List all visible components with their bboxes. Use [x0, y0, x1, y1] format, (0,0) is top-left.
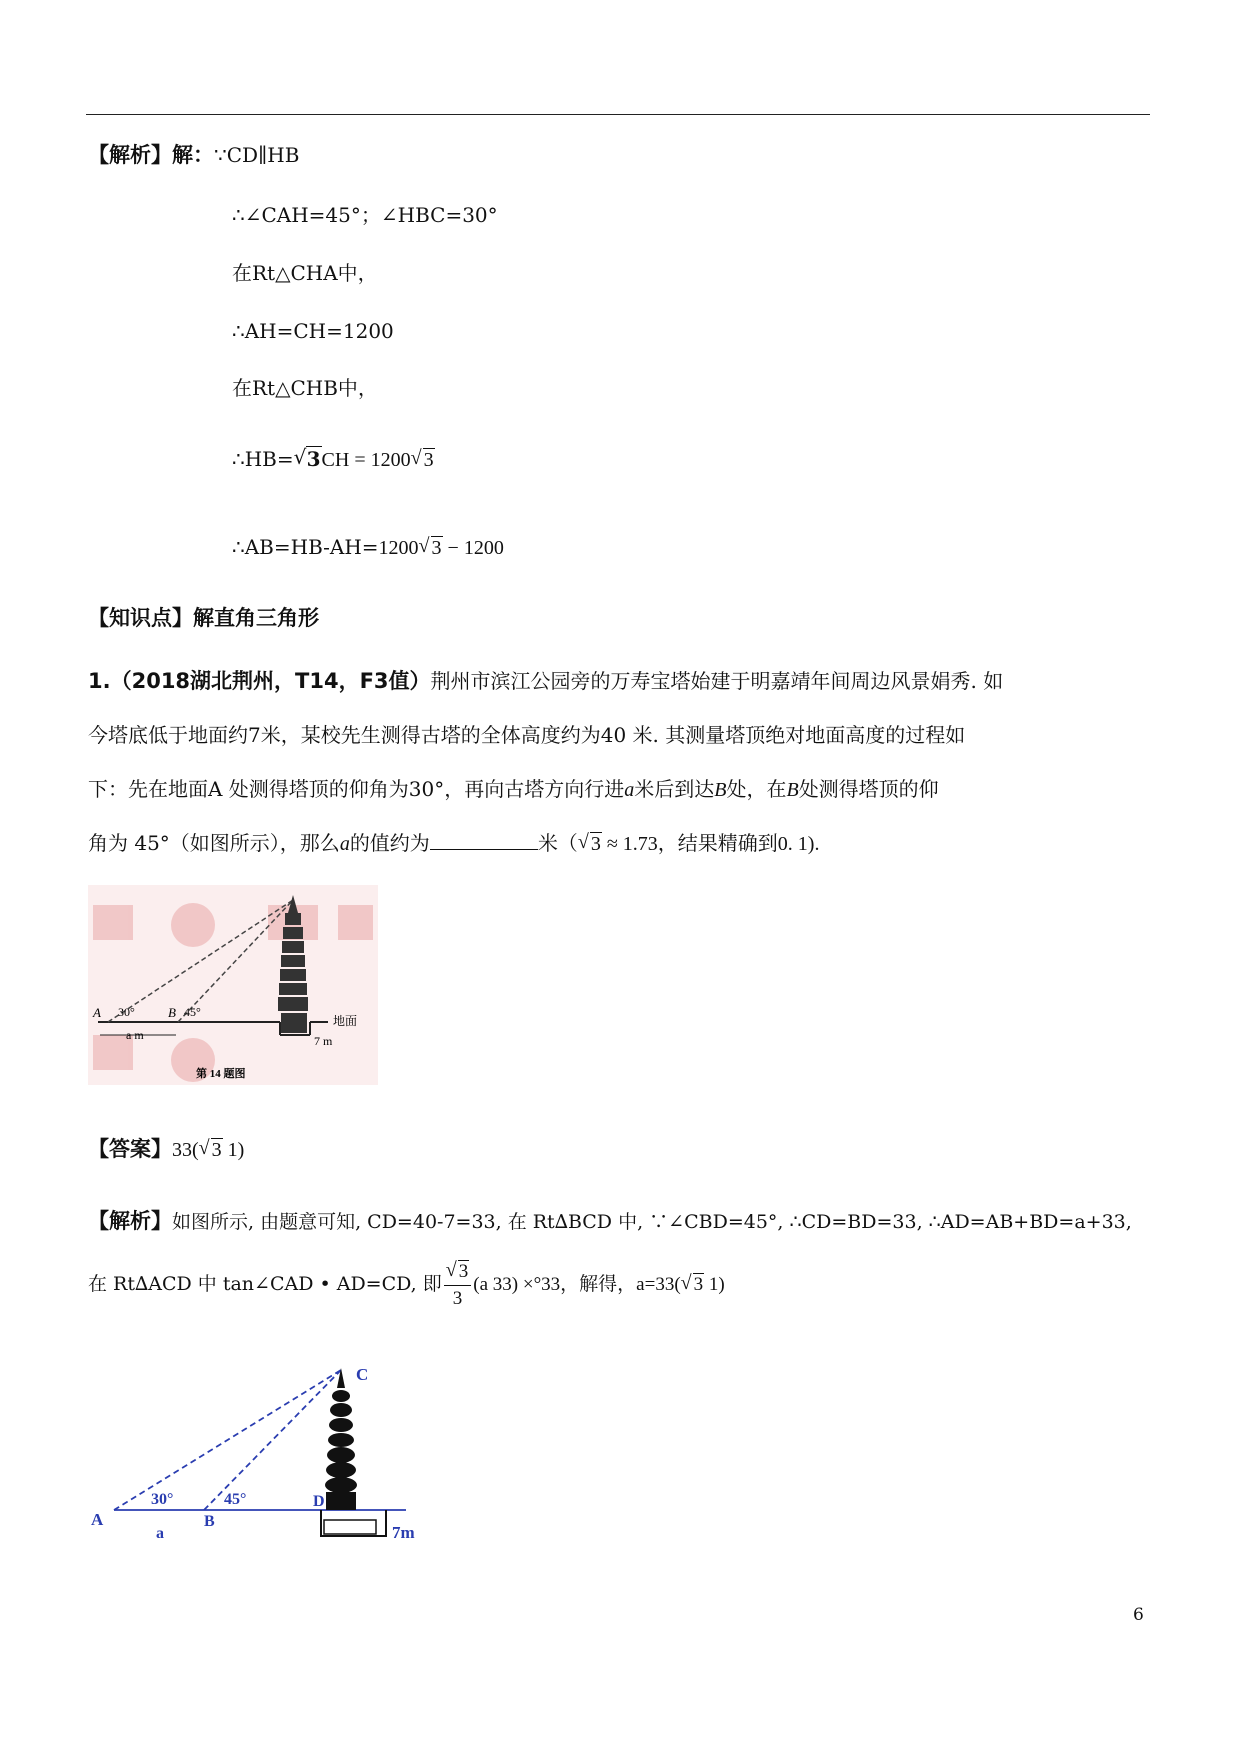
solution-line-1	[88, 142, 299, 168]
problem-figure	[88, 885, 378, 1085]
answer-line: 【答案】33( √ 3 1)	[88, 1137, 245, 1161]
solution-line-2: ∴∠CAH=45°；∠HBC=30°	[232, 203, 498, 227]
label-b: B	[168, 1005, 176, 1020]
sqrt-3: √ 3	[198, 1137, 222, 1161]
problem-line-4: 角为 45°（如图所示），那么a的值约为 米（ √ 3 ≈ 1.73，结果精确到0. 1).	[88, 831, 820, 855]
label-45: 45°	[224, 1491, 247, 1508]
sight-line-a	[114, 1370, 341, 1510]
pagoda-icon	[324, 1368, 376, 1534]
label-30: 30°	[118, 1005, 135, 1019]
problem-line-1: 1.（2018湖北荆州，T14，F3值）荆州市滨江公园旁的万寿宝塔始建于明嘉靖年间周边风景娟秀. 如	[88, 669, 1004, 693]
problem-header: 1.（2018湖北荆州，T14，F3值）	[88, 669, 431, 693]
label-a-length: a	[156, 1525, 164, 1542]
sight-line-b	[204, 1370, 341, 1510]
problem-line-3: 下：先在地面A 处测得塔顶的仰角为30°，再向古塔方向行进a米后到达B处，在B处测得塔顶的仰	[88, 777, 939, 801]
label-b: B	[204, 1513, 215, 1530]
solution-line-5: 在Rt△CHB中，	[232, 376, 378, 400]
label-7m: 7m	[392, 1523, 415, 1542]
analysis-line-2: 在 Rt∆ACD 中 tan∠CAD • AD=CD, 即 √ 3 3 (a 33) ×°33，解得，a=33( √ 3 1)	[88, 1254, 725, 1314]
label-c: C	[356, 1365, 369, 1384]
answer-label: 【答案】	[88, 1137, 172, 1161]
sqrt-3: √ 3	[577, 831, 601, 855]
label-am: a m	[126, 1028, 144, 1042]
label-a: A	[93, 1005, 101, 1020]
label-d: D	[313, 1493, 325, 1510]
sqrt-3: √ 3	[418, 535, 442, 559]
label-ground: 地面	[333, 1014, 358, 1028]
solution-text-1: ∵CD∥HB	[214, 143, 300, 167]
analysis-label: 【解析】	[88, 1209, 172, 1233]
answer-blank	[430, 831, 538, 850]
solution-label: 【解析】解：	[88, 143, 214, 167]
figure-caption: 第 14 题图	[196, 1068, 246, 1080]
label-45: 45°	[184, 1005, 201, 1019]
solution-line-4: ∴AH=CH=1200	[232, 319, 394, 343]
analysis-line-1: 【解析】如图所示, 由题意可知, CD=40-7=33, 在 Rt∆BCD 中, ∵∠CBD=45°, ∴CD=BD=33, ∴AD=AB+BD=a+33,	[88, 1209, 1132, 1233]
knowledge-point: 【知识点】解直角三角形	[88, 606, 319, 630]
sqrt-3: √ 3	[680, 1272, 704, 1295]
solution-line-7: ∴AB=HB-AH=1200 √ 3 − 1200	[232, 535, 504, 559]
label-7m: 7 m	[314, 1034, 333, 1048]
solution-line-3: 在Rt△CHA中，	[232, 261, 378, 285]
analysis-figure	[86, 1360, 426, 1550]
fraction: √ 3 3	[444, 1259, 472, 1312]
label-30: 30°	[151, 1491, 174, 1508]
solution-line-6: ∴HB= √ 3CH = 1200 √ 3	[232, 445, 434, 471]
sqrt-3: √ 3	[410, 447, 434, 471]
sqrt-3: √ 3	[293, 445, 321, 471]
label-a: A	[91, 1510, 104, 1529]
header-rule	[86, 114, 1150, 115]
problem-line-2: 今塔底低于地面约7米，某校先生测得古塔的全体高度约为40 米. 其测量塔顶绝对地面高度的过程如	[88, 723, 966, 747]
page-number: 6	[1133, 1605, 1144, 1625]
